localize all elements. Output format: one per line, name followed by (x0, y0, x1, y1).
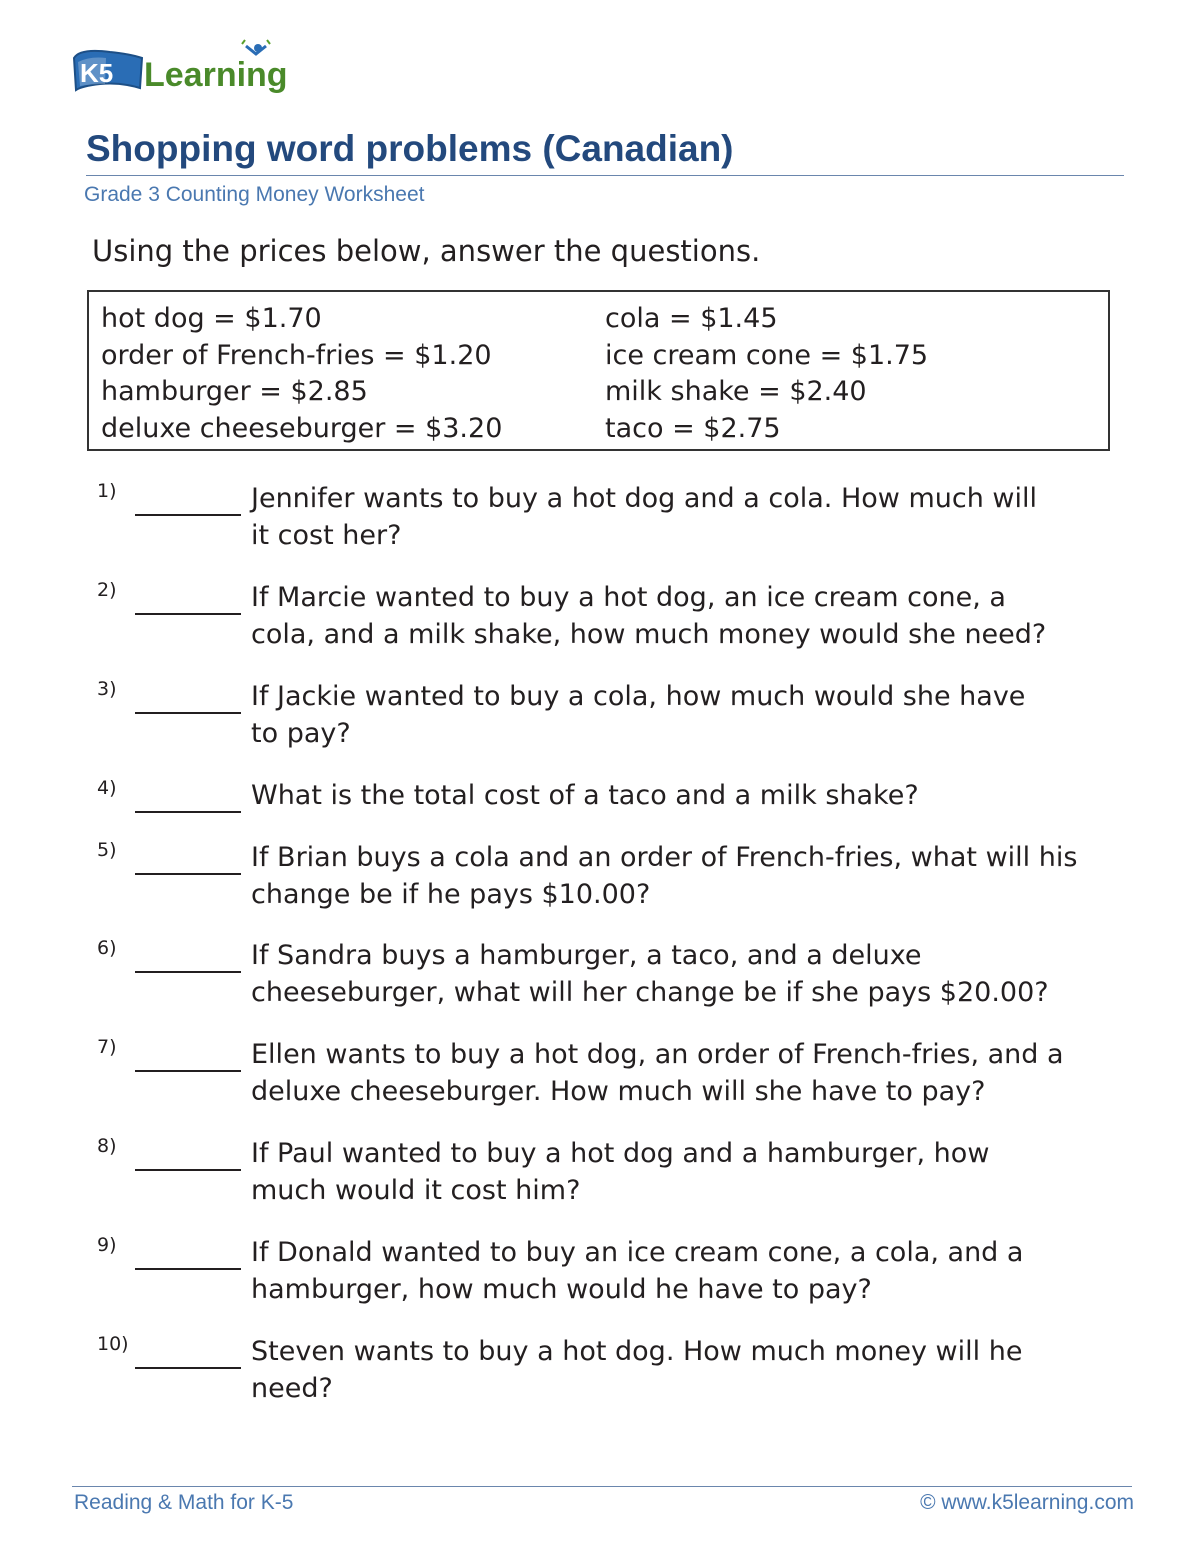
question-7 (0, 1036, 1200, 1126)
question-3 (0, 678, 1200, 768)
question-number: 7) (97, 1036, 117, 1058)
question-line: Steven wants to buy a hot dog. How much money will he (251, 1336, 1023, 1367)
question-text (251, 937, 1121, 1011)
answer-blank[interactable] (135, 1070, 241, 1072)
price-list-box (87, 290, 1110, 451)
logo-wordmark: Learning (144, 56, 288, 94)
question-line: If Donald wanted to buy an ice cream cone, a cola, and a (251, 1237, 1024, 1268)
question-line: cheeseburger, what will her change be if she pays $20.00? (251, 977, 1049, 1008)
question-line: cola, and a milk shake, how much money would she need? (251, 619, 1047, 650)
question-line: Jennifer wants to buy a hot dog and a cola. How much will (251, 483, 1037, 514)
answer-blank[interactable] (135, 514, 241, 516)
price-item: hot dog = $1.70 (101, 303, 322, 334)
question-number: 5) (97, 839, 117, 861)
question-line: If Marcie wanted to buy a hot dog, an ice cream cone, a (251, 582, 1006, 613)
footer-tagline: Reading & Math for K-5 (74, 1491, 294, 1514)
price-item: hamburger = $2.85 (101, 376, 368, 408)
question-2 (0, 579, 1200, 669)
answer-blank[interactable] (135, 1268, 241, 1270)
question-number: 3) (97, 678, 117, 700)
question-line: deluxe cheeseburger. How much will she have to pay? (251, 1076, 986, 1107)
answer-blank[interactable] (135, 811, 241, 813)
question-number: 2) (97, 579, 117, 601)
price-column-left (101, 301, 502, 448)
question-number: 10) (97, 1333, 129, 1355)
price-column-right (605, 301, 928, 448)
question-text (251, 777, 1121, 814)
question-line: If Sandra buys a hamburger, a taco, and a deluxe (251, 940, 922, 971)
price-item: order of French-fries = $1.20 (101, 339, 492, 371)
question-line: it cost her? (251, 520, 402, 551)
question-text (251, 839, 1121, 913)
question-line: need? (251, 1373, 333, 1404)
question-9 (0, 1234, 1200, 1324)
question-10 (0, 1333, 1200, 1423)
price-item: milk shake = $2.40 (605, 376, 867, 408)
answer-blank[interactable] (135, 712, 241, 714)
footer-website: © www.k5learning.com (920, 1491, 1134, 1514)
k5-learning-logo (70, 38, 310, 100)
question-line: much would it cost him? (251, 1175, 581, 1206)
question-text (251, 1135, 1121, 1209)
question-number: 4) (97, 777, 117, 799)
question-text (251, 1333, 1121, 1407)
question-line: change be if he pays $10.00? (251, 879, 651, 910)
logo-k5-mark: K5 (80, 58, 114, 88)
title-divider (86, 175, 1124, 176)
question-number: 8) (97, 1135, 117, 1157)
question-6 (0, 937, 1200, 1027)
question-line: to pay? (251, 718, 351, 749)
k5-learning-logo-graphic (70, 38, 310, 100)
question-text (251, 1036, 1121, 1110)
price-item: ice cream cone = $1.75 (605, 339, 929, 371)
person-star-icon (242, 40, 270, 54)
question-text (251, 678, 1121, 752)
question-line: If Paul wanted to buy a hot dog and a hamburger, how (251, 1138, 990, 1169)
question-line: hamburger, how much would he have to pay? (251, 1274, 872, 1305)
question-line: If Jackie wanted to buy a cola, how much would she have (251, 681, 1026, 712)
question-text (251, 579, 1121, 653)
answer-blank[interactable] (135, 613, 241, 615)
question-1 (0, 480, 1200, 570)
instructions: Using the prices below, answer the questions. (92, 234, 761, 268)
question-text (251, 1234, 1121, 1308)
page-title: Shopping word problems (Canadian) (86, 128, 734, 169)
question-line: Ellen wants to buy a hot dog, an order of French-fries, and a (251, 1039, 1064, 1070)
question-number: 6) (97, 937, 117, 959)
answer-blank[interactable] (135, 1169, 241, 1171)
answer-blank[interactable] (135, 971, 241, 973)
question-line: What is the total cost of a taco and a milk shake? (251, 780, 919, 811)
question-5 (0, 839, 1200, 929)
price-item: deluxe cheeseburger = $3.20 (101, 413, 503, 445)
price-item: taco = $2.75 (605, 413, 781, 445)
page-subtitle: Grade 3 Counting Money Worksheet (84, 183, 425, 206)
question-8 (0, 1135, 1200, 1225)
question-text (251, 480, 1121, 554)
question-number: 1) (97, 480, 117, 502)
answer-blank[interactable] (135, 1367, 241, 1369)
question-number: 9) (97, 1234, 117, 1256)
footer-divider (72, 1486, 1132, 1487)
answer-blank[interactable] (135, 873, 241, 875)
price-item: cola = $1.45 (605, 303, 778, 334)
question-line: If Brian buys a cola and an order of French-fries, what will his (251, 842, 1078, 873)
